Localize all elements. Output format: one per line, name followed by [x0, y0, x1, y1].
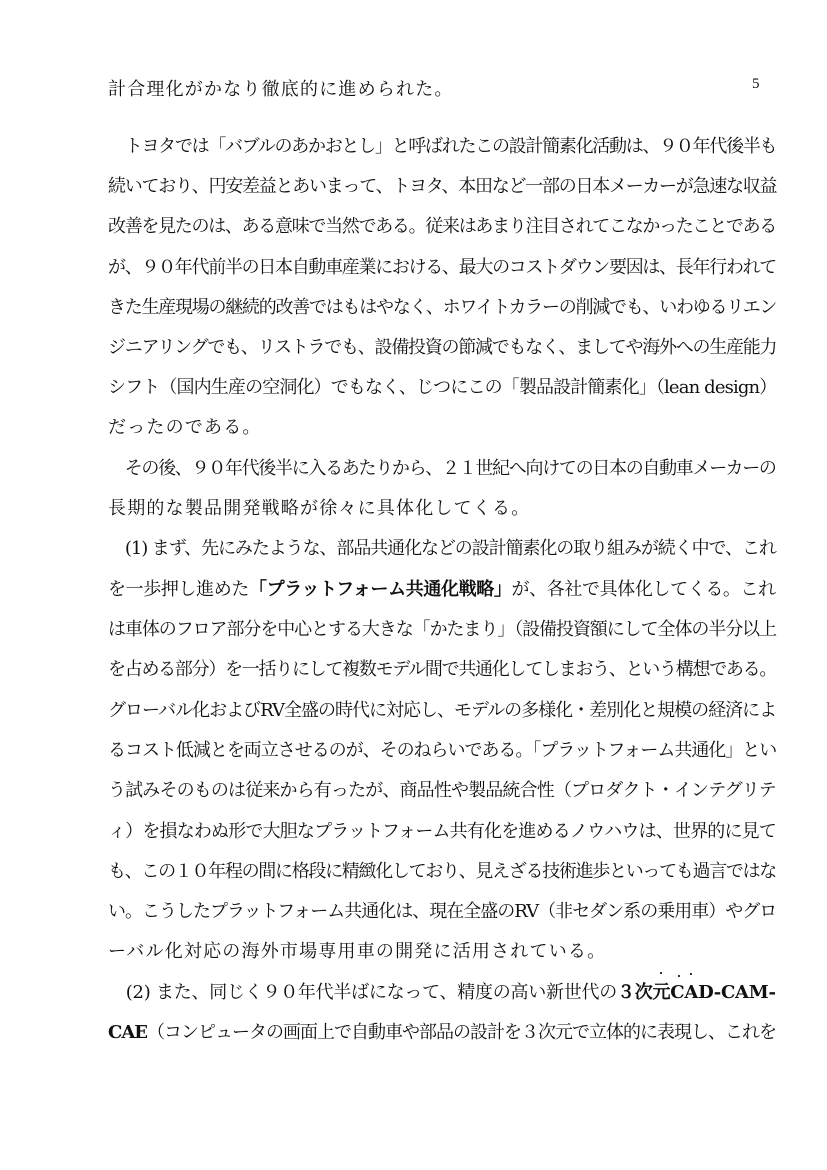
text-segment: だったのである。 [108, 417, 262, 438]
text-line [108, 336, 776, 360]
text-line [108, 820, 776, 844]
text-line [108, 940, 606, 964]
text-line [108, 175, 776, 199]
text-line [108, 658, 776, 682]
text-segment: (2) また、同じく９０年代半ばになって、精度の高い新世代の [108, 982, 618, 1003]
text-segment: い。こうしたプラットフォーム共通化は、現在全盛のRV（非セダン系の乗用車）やグロ [108, 901, 777, 922]
text-segment: ィ）を損なわぬ形で大胆なプラットフォーム共有化を進めるノウハウは、世界的に見て [108, 821, 776, 842]
scan-speck [660, 972, 662, 974]
bold-phrase: 「プラットフォーム共通化戦略」 [248, 579, 512, 600]
text-line [108, 739, 776, 763]
text-segment: トヨタでは「バブルのあかおとし」と呼ばれたこの設計簡素化活動は、９０年代後半も [108, 136, 777, 157]
text-line [108, 618, 776, 642]
text-line [108, 860, 776, 884]
text-line [108, 981, 776, 1005]
text-line [108, 699, 776, 723]
text-segment: 改善を見たのは、ある意味で当然である。従来はあまり注目されてこなかったことである [108, 216, 776, 237]
text-line [108, 135, 776, 159]
text-line [108, 256, 776, 280]
text-line [108, 497, 530, 521]
text-line [108, 296, 776, 320]
scan-speck [678, 975, 680, 977]
text-line [108, 537, 776, 561]
text-segment: シフト（国内生産の空洞化）でもなく、じつにこの「製品設計簡素化」（lean design） [108, 377, 777, 398]
text-segment: は車体のフロア部分を中心とする大きな「かたまり」（設備投資額にして全体の半分以上 [108, 619, 776, 640]
text-segment: が、各社で具体化してくる。これ [511, 579, 776, 600]
text-line [108, 779, 776, 803]
text-segment: るコスト低減とを両立させるのが、そのねらいである。「プラットフォーム共通化」とい [108, 740, 777, 761]
text-segment: その後、９０年代後半に入るあたりから、２１世紀へ向けての日本の自動車メーカーの [108, 458, 776, 479]
text-segment: 計合理化がかなり徹底的に進められた。 [108, 79, 454, 100]
text-line [108, 900, 776, 924]
text-line [108, 78, 454, 102]
text-line [108, 376, 776, 400]
text-segment: (1) まず、先にみたような、部品共通化などの設計簡素化の取り組みが続く中で、これ [108, 538, 776, 559]
text-line [108, 457, 776, 481]
text-segment: も、この１０年程の間に格段に精緻化しており、見えざる技術進歩といっても過言ではな [108, 861, 776, 882]
text-segment: 続いており、円安差益とあいまって、トヨタ、本田など一部の日本メーカーが急速な収益 [108, 176, 777, 197]
text-segment: ジニアリングでも、リストラでも、設備投資の節減でもなく、ましてや海外への生産能力 [108, 337, 777, 358]
text-segment: う試みそのものは従来から有ったが、商品性や製品統合性（プロダクト・インテグリテ [108, 780, 776, 801]
text-line [108, 215, 776, 239]
bold-phrase: CAE [108, 1022, 148, 1043]
bold-phrase: ３次元CAD-CAM- [617, 982, 776, 1003]
text-segment: 長期的な製品開発戦略が徐々に具体化してくる。 [108, 498, 531, 519]
text-segment: きた生産現場の継続的改善ではもはやなく、ホワイトカラーの削減でも、いわゆるリエン [108, 297, 777, 318]
text-line [108, 578, 776, 602]
text-segment: グローバル化およびRV全盛の時代に対応し、モデルの多様化・差別化と規模の経済によ [108, 700, 777, 721]
text-segment: ーバル化対応の海外市場専用車の開発に活用されている。 [108, 941, 607, 962]
text-line [108, 1021, 776, 1045]
text-segment: を占める部分）を一括りにして複数モデル間で共通化してしまおう、という構想である。 [108, 659, 777, 680]
text-segment: が、９０年代前半の日本自動車産業における、最大のコストダウン要因は、長年行われて [108, 257, 776, 278]
text-segment: を一歩押し進めた [108, 579, 249, 600]
text-line [108, 416, 262, 440]
page-number: 5 [752, 76, 760, 92]
scan-speck [690, 973, 692, 975]
text-segment: （コンピュータの画面上で自動車や部品の設計を３次元で立体的に表現し、これを [147, 1022, 777, 1043]
